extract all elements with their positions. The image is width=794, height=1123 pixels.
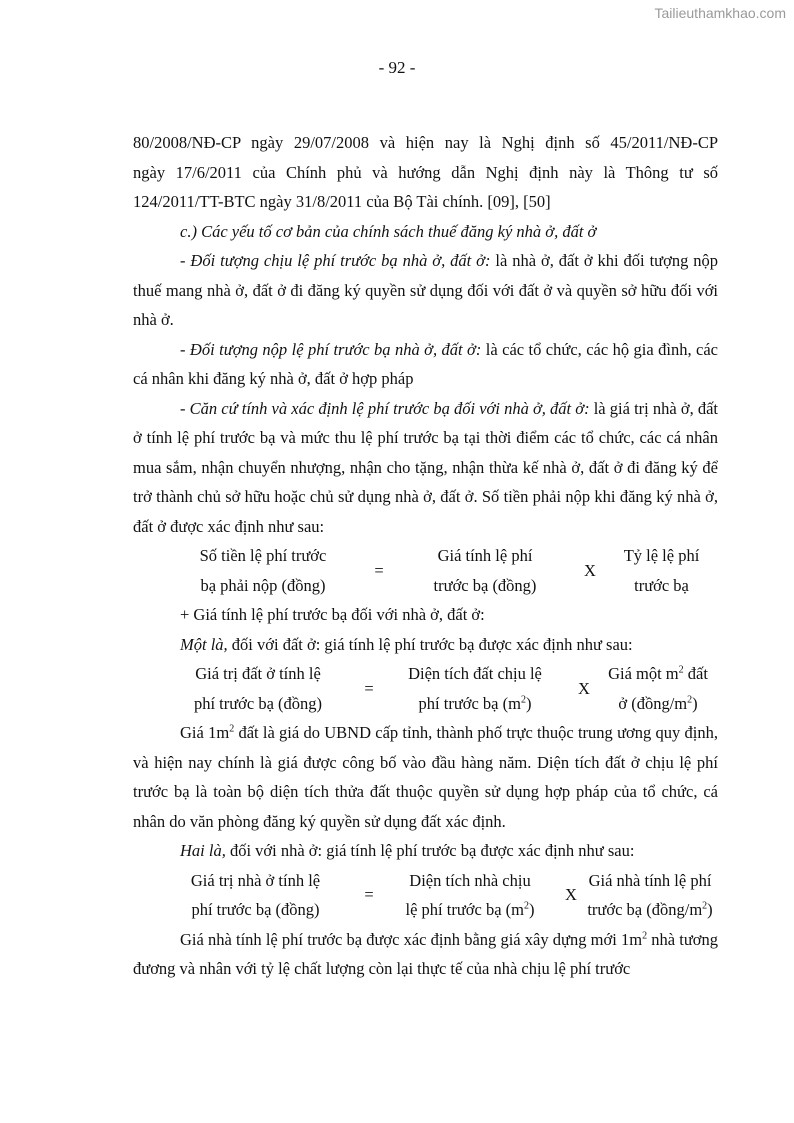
formula-so-tien — [133, 541, 718, 600]
formula-right-term: Giá một $m^2$ đất ở $(đồng/m^2)$ — [608, 664, 708, 713]
equals-sign: = — [374, 560, 384, 580]
document-body — [133, 128, 718, 984]
formula-right-term: Tỷ lệ lệ phí trước bạ — [623, 546, 700, 595]
formula-middle-term: Giá tính lệ phí trước bạ (đồng) — [433, 546, 537, 595]
line: 80/2008/NĐ-CP ngày 29/07/2008 và hiện nay là Nghị định số 45/2011/NĐ-CP — [133, 133, 718, 152]
watermark: Tailieuthamkhao.com — [654, 5, 786, 21]
multiply-sign: X — [565, 885, 577, 905]
term-label: Một là, — [180, 634, 228, 654]
paragraph-gia-nha: Giá nhà tính lệ phí trước bạ được xác định bằng giá xây dựng mới $1m^2$ nhà tương đương và nhân với tỷ lệ chất lượng còn lại thực tế của nhà chịu lệ phí trước — [133, 929, 718, 978]
term-label: Hai là, — [180, 841, 226, 860]
formula-right-term: Giá nhà tính lệ phí trước bạ $(đồng/m^2)$ — [587, 870, 713, 919]
line: ngày 17/6/2011 của Chính phủ và hướng dẫn Nghị định này là Thông tư số — [133, 162, 718, 182]
formula-left-term: Giá trị nhà ở tính lệ phí trước bạ (đồng) — [190, 870, 321, 919]
paragraph-mot-la: Một là, đối với đất ở: giá tính lệ phí trước bạ được xác định như sau: — [180, 634, 633, 654]
term-label: - Đối tượng nộp lệ phí trước bạ nhà ở, đất ở: — [180, 339, 482, 359]
term-label: - Đối tượng chịu lệ phí trước bạ nhà ở, đất ở: — [180, 251, 491, 270]
page-number: - 92 - — [378, 58, 416, 77]
section-heading-c: c.) Các yếu tố cơ bản của chính sách thuế đăng ký nhà ở, đất ở — [180, 221, 597, 241]
line: 124/2011/TT-BTC ngày 31/8/2011 của Bộ Tài chính. [09], [50] — [133, 192, 551, 211]
equals-sign: = — [364, 678, 374, 698]
formula-middle-term: Diện tích nhà chịu lệ phí trước bạ $(m^2)$ — [405, 870, 535, 919]
paragraph-legal-reference — [133, 128, 718, 217]
formula-left-term: Số tiền lệ phí trước bạ phải nộp (đồng) — [199, 546, 327, 595]
formula-left-term: Giá trị đất ở tính lệ phí trước bạ (đồng) — [193, 664, 323, 713]
paragraph-gia-1m2: Giá $1m^2$ đất là giá do UBND cấp tỉnh, thành phố trực thuộc trung ương quy định, và hiện nay chính là giá được công bố vào đầu hàng năm. Diện tích đất ở chịu lệ phí trước bạ là toàn bộ diện tích thửa đất thuộc quyền sử dụng hợp pháp của tổ chức, cá nhân do văn phòng đăng ký quyền sử dụng đất xác định. — [133, 723, 718, 831]
paragraph-doi-tuong-chiu: - Đối tượng chịu lệ phí trước bạ nhà ở, đất ở: là nhà ở, đất ở khi đối tượng nộp thuế mang nhà ở, đất ở đi đăng ký quyền sử dụng đối với đất ở và quyền sở hữu đối với nhà ở. — [133, 251, 719, 329]
gia-tinh-heading: + Giá tính lệ phí trước bạ đối với nhà ở, đất ở: — [180, 605, 485, 624]
paragraph-can-cu: - Căn cứ tính và xác định lệ phí trước bạ đối với nhà ở, đất ở: là giá trị nhà ở, đất ở tính lệ phí trước bạ và mức thu lệ phí trước bạ tại thời điểm các tổ chức, các cá nhân mua sắm, nhận chuyển nhượng, nhận cho tặng, nhận thừa kế nhà ở, đất ở đi đăng ký để trở thành chủ sở hữu hoặc chủ sử dụng nhà ở, đất ở. Số tiền phải nộp khi đăng ký nhà ở, đất ở được xác định như sau: — [133, 398, 718, 536]
formula-dat-o — [133, 659, 718, 718]
paragraph-hai-la: Hai là, đối với nhà ở: giá tính lệ phí trước bạ được xác định như sau: — [180, 841, 635, 860]
multiply-sign: X — [578, 678, 590, 698]
paragraph-doi-tuong-nop: - Đối tượng nộp lệ phí trước bạ nhà ở, đất ở: là các tổ chức, các hộ gia đình, các cá nhân khi đăng ký nhà ở, đất ở hợp pháp — [133, 339, 718, 388]
formula-nha-o — [133, 866, 718, 925]
formula-middle-term: Diện tích đất chịu lệ phí trước bạ $(m^2)$ — [408, 664, 542, 713]
term-label: - Căn cứ tính và xác định lệ phí trước bạ đối với nhà ở, đất ở: — [180, 398, 590, 418]
multiply-sign: X — [584, 560, 596, 580]
equals-sign: = — [364, 885, 374, 905]
